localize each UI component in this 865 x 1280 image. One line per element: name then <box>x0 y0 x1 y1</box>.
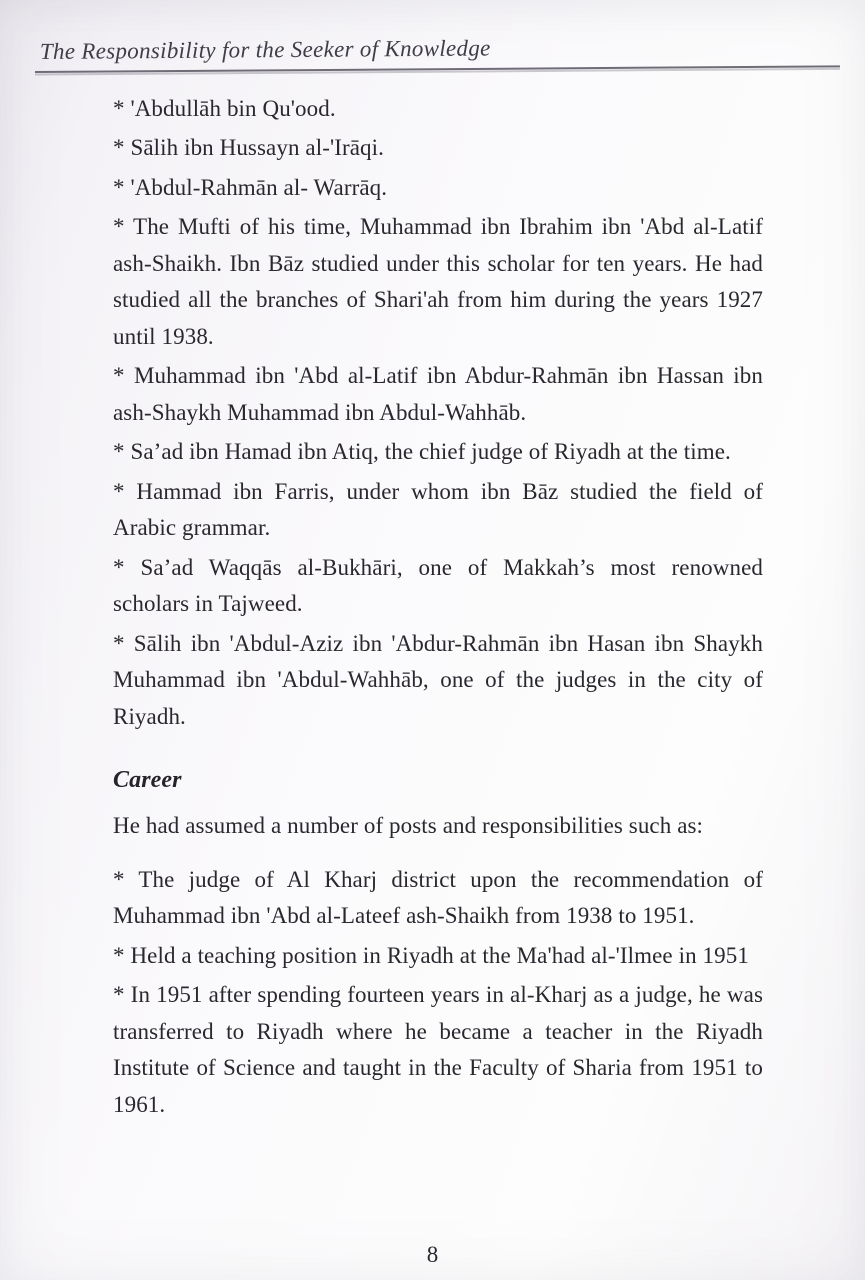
teacher-list-item: * Hammad ibn Farris, under whom ibn Bāz studied the field of Arabic grammar. <box>113 478 763 540</box>
teacher-list-item: * The Mufti of his time, Muhammad ibn Ibrahim ibn 'Abd al-Latif ash-Shaikh. Ibn Bāz studied under this scholar for ten years. He had studied all the branches of Shari'ah from him during the years 1927 until 1938. <box>113 214 763 349</box>
career-intro: He had assumed a number of posts and responsibilities such as: <box>113 813 704 838</box>
page-header <box>0 0 865 73</box>
page-body <box>113 91 763 1124</box>
running-header-title: The Responsibility for the Seeker of Knowledge <box>39 35 491 65</box>
career-list-item: * Held a teaching position in Riyadh at the Ma'had al-'Ilmee in 1951 <box>113 942 749 968</box>
page-footer <box>0 1242 865 1268</box>
header-rule <box>35 65 840 72</box>
teacher-list-item: * Muhammad ibn 'Abd al-Latif ibn Abdur-Rahmān ibn Hassan ibn ash-Shaykh Muhammad ibn Abdul-Wahhāb. <box>113 363 763 425</box>
teacher-list-item: * Sālih ibn Hussayn al-'Irāqi. <box>113 135 384 160</box>
teacher-list-item: * Sa’ad Waqqās al-Bukhāri, one of Makkah’s most renowned scholars in Tajweed. <box>113 554 763 616</box>
career-section-heading: Career <box>113 767 182 793</box>
teacher-list-item: * Sa’ad ibn Hamad ibn Atiq, the chief judge of Riyadh at the time. <box>113 439 731 464</box>
teacher-list-item: * 'Abdul-Rahmān al- Warrāq. <box>113 174 388 200</box>
teacher-list-item: * Sālih ibn 'Abdul-Aziz ibn 'Abdur-Rahmān ibn Hasan ibn Shaykh Muhammad ibn 'Abdul-Wahhāb, one of the judges in the city of Riyadh. <box>113 630 763 729</box>
career-list-item: * The judge of Al Kharj district upon the recommendation of Muhammad ibn 'Abd al-Lateef ash-Shaikh from 1938 to 1951. <box>113 866 763 928</box>
career-list-item: * In 1951 after spending fourteen years in al-Kharj as a judge, he was transferred to Riyadh where he became a teacher in the Riyadh Institute of Science and taught in the Faculty of Sharia from 1951 to 1961. <box>113 982 763 1117</box>
teacher-list-item: * 'Abdullāh bin Qu'ood. <box>113 95 336 121</box>
page-number: 8 <box>426 1242 439 1267</box>
